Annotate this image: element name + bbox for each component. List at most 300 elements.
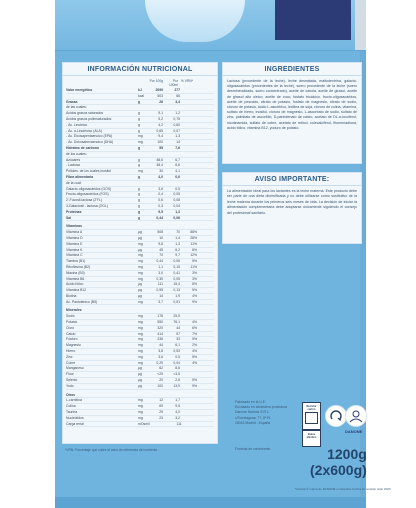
- value-per-100ml: 6,2: [175, 247, 180, 252]
- value-per-100ml: 7,6: [175, 145, 180, 150]
- value-per-100ml: 66: [176, 93, 180, 98]
- nutrient-label: Galacto-oligosacáridos (GOS): [66, 186, 112, 191]
- value-vrn: 4%: [192, 320, 197, 325]
- value-per-100ml: 70: [176, 230, 180, 235]
- value-per-100g: 0,35: [156, 276, 163, 281]
- recycle-arrows-icon: [326, 406, 346, 426]
- value-per-100g: 69: [159, 404, 163, 409]
- nutrient-label: Minerales: [66, 308, 82, 313]
- nutrient-label: de las cuales:: [66, 105, 87, 110]
- notice-panel: [222, 172, 362, 244]
- nutrient-label: Ácidos grasos poliinsaturados:: [66, 116, 112, 121]
- value-vrn: 11%: [190, 241, 197, 246]
- value-per-100g: 236: [157, 337, 163, 342]
- value-per-100ml: 1,3: [175, 241, 180, 246]
- nutrient-unit: mg: [138, 314, 143, 319]
- nutrient-label: Hierro: [66, 349, 76, 354]
- value-vrn: [182, 216, 199, 221]
- nutrient-unit: g: [138, 111, 140, 116]
- nutrient-unit: mg: [138, 343, 143, 348]
- value-vrn: [182, 88, 199, 93]
- value-per-100g: 9,5: [158, 209, 163, 214]
- nutrition-rows: [63, 88, 217, 427]
- value-per-100ml: 6,6: [175, 163, 180, 168]
- nutrient-unit: mg: [138, 398, 143, 403]
- nutrient-unit: mg: [138, 241, 143, 246]
- value-per-100ml: [165, 308, 182, 313]
- value-per-100g: 0,6: [158, 198, 163, 203]
- nutrient-unit: g: [138, 122, 140, 127]
- nutrient-label: Potasio: [66, 320, 78, 325]
- notice-text: La alimentación ideal para los lactantes es la leche materna. Este producto debe ser parte de una dieta diversificada y no debe utilizarse como sustitutivo de la leche materna durante los primeros seis meses de vida. La decisión de iniciar la alimentación complementaria debe adoptarse únicamente siguiendo el consejo del profesional sanitario.: [227, 189, 357, 215]
- value-per-100ml: 0,06: [173, 259, 180, 264]
- value-vrn: [182, 123, 199, 128]
- nutrient-label: Nucleótidos: [66, 415, 84, 420]
- nutrient-unit: g: [138, 157, 140, 162]
- value-vrn: 9%: [192, 383, 197, 388]
- value-vrn: [182, 152, 199, 157]
- value-vrn: 8%: [192, 247, 197, 252]
- value-per-100g: 14: [159, 293, 163, 298]
- nutrient-unit: g: [138, 99, 141, 104]
- nutrient-unit: g: [138, 215, 141, 220]
- value-per-100g: 70: [159, 253, 163, 258]
- value-per-100ml: 13,9: [173, 383, 180, 388]
- nutrient-unit: mg: [138, 270, 143, 275]
- value-per-100g: 48,4: [156, 163, 163, 168]
- nutrient-label: Vitaminas: [66, 224, 82, 229]
- value-vrn: 4%: [192, 349, 197, 354]
- value-vrn: 5%: [192, 354, 197, 359]
- value-vrn: [182, 187, 199, 192]
- value-vrn: 4%: [192, 360, 197, 365]
- package-face: [55, 0, 391, 508]
- value-per-100g: 3,8: [158, 349, 163, 354]
- value-per-100ml: 9,7: [175, 253, 180, 258]
- value-per-100ml: 0,15: [173, 264, 180, 269]
- value-per-100ml: 76,1: [173, 320, 180, 325]
- value-per-100ml: 0,5: [175, 186, 180, 191]
- nutrient-label: Calcio: [66, 331, 76, 336]
- nutrient-unit: mg: [138, 299, 143, 304]
- value-per-100ml: 0,13: [173, 288, 180, 293]
- nutrient-unit: mg: [138, 325, 143, 330]
- nutrient-label: Taurina: [66, 410, 78, 415]
- value-vrn: 3%: [192, 270, 197, 275]
- value-vrn: 8%: [192, 282, 197, 287]
- value-vrn: [182, 146, 199, 151]
- value-per-100g: 3,7: [158, 299, 163, 304]
- value-vrn: [182, 366, 199, 371]
- value-per-100ml: 1,4: [175, 235, 180, 240]
- nutrient-label: - Ác. α-Linolénico (ALA): [66, 128, 102, 133]
- nutrient-unit: mOsm/l: [138, 421, 150, 426]
- box-icon: [305, 412, 318, 424]
- net-weight-split: (2x600g): [310, 462, 367, 478]
- value-per-100g: 62: [159, 366, 163, 371]
- value-per-100g: 29: [159, 410, 163, 415]
- nutrient-label: Fibra alimentaria: [66, 174, 94, 179]
- value-per-100g: 550: [157, 320, 163, 325]
- value-per-100g: 4,2: [158, 122, 163, 127]
- nutrient-unit: mg: [138, 169, 143, 174]
- value-per-100ml: 0,05: [173, 276, 180, 281]
- value-per-100ml: 6,1: [175, 343, 180, 348]
- nutrient-label: Niacina (B3): [66, 270, 85, 275]
- value-vrn: 12%: [190, 253, 197, 258]
- value-per-100ml: 0,06: [173, 215, 180, 220]
- value-vrn: [182, 105, 199, 110]
- nutrient-label: Vitamina C: [66, 253, 83, 258]
- logo-graphic: [145, 0, 245, 42]
- value-per-100g: 0,4: [158, 192, 163, 197]
- nutrient-unit: [138, 308, 148, 313]
- value-vrn: [182, 416, 199, 421]
- mother-child-icon: [346, 406, 366, 426]
- value-per-100g: 0,65: [156, 128, 163, 133]
- nutrient-unit: [138, 152, 148, 157]
- nutrient-label: Vitamina K: [66, 247, 83, 252]
- value-per-100g: 48,6: [156, 157, 163, 162]
- origin-line: Danone Nutricia S.R.L.: [235, 410, 270, 415]
- nutrient-unit: mg: [138, 349, 143, 354]
- origin-line: Envasado en atmósfera protectora: [235, 405, 288, 410]
- value-per-100ml: 33: [176, 337, 180, 342]
- nutrient-unit: g: [138, 203, 140, 208]
- nutrient-label: Biotina: [66, 293, 77, 298]
- nutrient-label: Fructo-oligosacáridos (FOS): [66, 192, 109, 197]
- value-per-100ml: 1,3: [175, 209, 180, 214]
- value-per-100g: 1,1: [158, 264, 163, 269]
- value-per-100g: [150, 422, 167, 427]
- value-vrn: [182, 163, 199, 168]
- value-per-100g: 10: [159, 235, 163, 240]
- value-vrn: [182, 224, 199, 229]
- value-per-100g: 26: [159, 99, 163, 104]
- value-vrn: [182, 158, 199, 163]
- value-per-100g: 5,2: [158, 116, 163, 121]
- recycle-badge-bag: [302, 430, 321, 447]
- value-vrn: [182, 410, 199, 415]
- side-flap: [355, 0, 366, 50]
- value-per-100g: 3,0: [158, 270, 163, 275]
- value-per-100g: 508: [157, 230, 163, 235]
- value-per-100ml: [165, 224, 182, 229]
- value-per-100g: 320: [157, 325, 163, 330]
- nutrient-unit: [138, 224, 148, 229]
- value-per-100ml: 277: [174, 88, 180, 92]
- value-vrn: 3%: [192, 276, 197, 281]
- value-per-100ml: 0,53: [173, 349, 180, 354]
- value-per-100ml: 57: [176, 331, 180, 336]
- nutrient-unit: mg: [138, 337, 143, 342]
- value-per-100g: 30: [159, 169, 163, 174]
- value-vrn: [182, 314, 199, 319]
- nutrition-footnote: *VRN: Porcentaje que cubre el valor de referencia del nutriente: [65, 448, 158, 452]
- nutrient-label: Flúor: [66, 372, 74, 377]
- value-vrn: 5%: [192, 378, 197, 383]
- nutrient-label: Zinc: [66, 354, 73, 359]
- bottom-strip: [55, 497, 366, 508]
- value-per-100ml: [165, 181, 182, 186]
- nutrient-unit: g: [138, 198, 140, 203]
- nutrient-unit: µg: [138, 282, 142, 287]
- value-per-100g: 9,8: [158, 241, 163, 246]
- nutrient-label: Valor energético: [66, 88, 93, 92]
- notice-title: AVISO IMPORTANTE:: [223, 173, 361, 186]
- nutrient-label: Magnesio: [66, 343, 81, 348]
- nutrient-label: Vitamina A: [66, 230, 83, 235]
- value-per-100ml: 2,8: [175, 378, 180, 383]
- value-per-100g: 100: [157, 383, 163, 388]
- nutrient-unit: mg: [138, 410, 143, 415]
- nutrient-unit: g: [138, 116, 140, 121]
- nutrient-label: Ác. Pantoténico (B5): [66, 299, 98, 304]
- nutrient-unit: mg: [138, 140, 143, 145]
- nutrient-label: Riboflavina (B2): [66, 264, 91, 269]
- value-per-100g: 0,29: [156, 360, 163, 365]
- value-per-100ml: 1,2: [175, 111, 180, 116]
- nutrient-label: L-carnitina: [66, 398, 82, 403]
- value-per-100g: 55: [159, 145, 163, 150]
- value-vrn: [182, 198, 199, 203]
- nutrient-label: 3-Galactosil - lactosa (3'GL): [66, 203, 108, 208]
- value-vrn: [182, 181, 199, 186]
- nutrient-label: Ácidos grasos saturados: [66, 111, 104, 116]
- nutrient-label: de los cuales:: [66, 151, 87, 156]
- nutrient-unit: µg: [138, 372, 142, 377]
- value-per-100g: 3,6: [158, 354, 163, 359]
- nutrient-label: Ácido fólico: [66, 282, 84, 287]
- value-per-100g: 45: [159, 247, 163, 252]
- nutrient-unit: mg: [138, 253, 143, 258]
- nutrient-label: Vitamina B6: [66, 276, 85, 281]
- value-vrn: 6%: [192, 325, 197, 330]
- value-per-100g: 2099: [155, 88, 163, 92]
- value-per-100g: 23: [159, 415, 163, 420]
- ingredients-panel: [222, 62, 362, 164]
- value-vrn: 88%: [190, 230, 197, 235]
- nutrient-label: Sal: [66, 215, 72, 220]
- nutrient-label: Cobre: [66, 360, 76, 365]
- value-per-100ml: [165, 105, 182, 110]
- value-vrn: 5%: [192, 259, 197, 264]
- value-vrn: 5%: [192, 337, 197, 342]
- value-per-100ml: 0,07: [173, 128, 180, 133]
- value-vrn: [182, 134, 199, 139]
- nutrient-unit: µg: [138, 383, 142, 388]
- value-per-100ml: 0,6: [175, 174, 180, 179]
- nutrient-unit: g: [138, 192, 140, 197]
- nutrient-unit: g: [138, 145, 141, 150]
- value-vrn: 4%: [192, 293, 197, 298]
- value-per-100g: 0,95: [156, 288, 163, 293]
- value-per-100g: 4,0: [158, 174, 163, 179]
- nutrient-unit: µg: [138, 230, 142, 235]
- nutrient-label: Sodio: [66, 314, 75, 319]
- value-per-100ml: 3,4: [175, 99, 180, 104]
- legal-footnote: *Almirón® marca de DANONE en España. Fecha de revisión Julio 2020: [295, 487, 391, 491]
- value-per-100ml: 0,5: [175, 354, 180, 359]
- net-weight-total: 1200g: [327, 446, 367, 462]
- value-per-100g: 111: [157, 282, 163, 287]
- value-vrn: [182, 204, 199, 209]
- value-vrn: 5%: [192, 288, 197, 293]
- value-per-100g: 414: [157, 331, 163, 336]
- value-per-100ml: 0,04: [173, 203, 180, 208]
- value-per-100g: 0,44: [156, 215, 163, 220]
- origin-line: Fabricado en la U.E.: [235, 400, 266, 404]
- nutrient-unit: kJ: [138, 88, 142, 92]
- value-per-100g: <25: [157, 372, 163, 377]
- value-vrn: [182, 169, 199, 174]
- value-per-100ml: 6,7: [175, 157, 180, 162]
- brand-logo: DANONE: [345, 429, 363, 434]
- value-vrn: [182, 117, 199, 122]
- nutrient-label: Tiamina (B1): [66, 259, 86, 264]
- nutrient-unit: [138, 181, 148, 186]
- value-per-100ml: 4,0: [175, 410, 180, 415]
- value-vrn: 2%: [192, 343, 197, 348]
- value-per-100g: 9,1: [158, 111, 163, 116]
- nutrient-label: Fósforo: [66, 337, 78, 342]
- nutrient-unit: µg: [138, 378, 142, 383]
- value-vrn: [182, 192, 199, 197]
- recycle-icon: [325, 405, 347, 427]
- value-per-100g: 100: [157, 140, 163, 145]
- value-per-100g: [148, 105, 165, 110]
- nutrient-unit: g: [138, 209, 141, 214]
- value-per-100ml: 0,51: [173, 299, 180, 304]
- nutrient-unit: mg: [138, 415, 143, 420]
- value-per-100ml: 3,2: [175, 415, 180, 420]
- value-vrn: [182, 100, 199, 105]
- value-vrn: [182, 94, 199, 99]
- nutrient-label: Grasas: [66, 99, 78, 104]
- nutrient-label: Polioles: de los cuales inositol: [66, 169, 112, 174]
- nutrient-unit: µg: [138, 293, 142, 298]
- value-vrn: [182, 404, 199, 409]
- nutrient-unit: mg: [138, 276, 143, 281]
- value-per-100g: 3,6: [158, 186, 163, 191]
- nutrient-unit: mg: [138, 331, 143, 336]
- value-per-100g: 503: [157, 93, 163, 98]
- brand-circle-icon: [345, 405, 367, 427]
- recycle-label: Bolsa plástico: [306, 433, 317, 439]
- nutrient-unit: µg: [138, 288, 142, 293]
- value-per-100g: [148, 393, 165, 398]
- value-per-100ml: 0,05: [173, 192, 180, 197]
- nutrient-label: Vitamina D: [66, 235, 83, 240]
- value-per-100ml: 0,04: [173, 360, 180, 365]
- value-per-100ml: 14: [176, 140, 180, 145]
- value-per-100g: 178: [157, 314, 163, 319]
- nutrition-title: INFORMACIÓN NUTRICIONAL: [63, 63, 217, 76]
- nutrition-header: Por 100g Por 100ml % VRN*: [149, 79, 193, 87]
- nutrition-panel: [62, 62, 218, 444]
- value-per-100ml: 0,75: [173, 116, 180, 121]
- nutrient-unit: mg: [138, 259, 143, 264]
- value-vrn: [182, 210, 199, 215]
- nutrient-label: 2'-Fucosil-lactosa (2'FL): [66, 198, 102, 203]
- value-per-100ml: 1,7: [175, 398, 180, 403]
- value-per-100g: 0,3: [158, 203, 163, 208]
- value-vrn: [182, 398, 199, 403]
- value-per-100ml: [165, 152, 182, 157]
- value-per-100ml: 4,1: [175, 169, 180, 174]
- nutrient-label: Selenio: [66, 378, 78, 383]
- value-per-100g: 0,44: [156, 259, 163, 264]
- value-per-100ml: 0,08: [173, 198, 180, 203]
- nutrient-unit: g: [138, 174, 141, 179]
- value-per-100ml: 1,9: [175, 293, 180, 298]
- value-vrn: 11%: [190, 264, 197, 269]
- nutrient-label: Hidratos de carbono: [66, 145, 99, 150]
- formula-label: Fórmula de crecimiento: [235, 447, 271, 451]
- nutrient-label: Cloro: [66, 325, 75, 330]
- nutrient-unit: µg: [138, 366, 142, 371]
- value-vrn: 9%: [192, 299, 197, 304]
- value-per-100g: 44: [159, 343, 163, 348]
- value-per-100ml: 9,5: [175, 404, 180, 409]
- nutrient-unit: mg: [138, 134, 143, 139]
- value-vrn: [182, 111, 199, 116]
- nutrient-label: - Ác. Docosahexaenoico (DHA): [66, 140, 114, 145]
- nutrient-label: - Lactosa: [66, 163, 80, 168]
- value-per-100ml: <3,5: [173, 372, 180, 377]
- value-per-100g: [148, 152, 165, 157]
- nutrient-label: Proteínas: [66, 209, 82, 214]
- nutrient-unit: g: [138, 163, 140, 168]
- value-per-100ml: 0,60: [173, 122, 180, 127]
- nutrient-unit: [138, 393, 148, 398]
- value-vrn: [182, 129, 199, 134]
- nutrient-label: Vitamina E: [66, 241, 83, 246]
- value-vrn: [184, 422, 201, 427]
- value-per-100ml: 8,6: [175, 366, 180, 371]
- value-vrn: [182, 140, 199, 145]
- nutrient-unit: g: [138, 128, 140, 133]
- nutrient-label: Manganeso: [66, 366, 84, 371]
- nutrient-label: Otros: [66, 392, 76, 397]
- nutrient-label: Azúcares: [66, 157, 81, 162]
- top-strip: [55, 0, 366, 51]
- nutrient-label: - Ác. Linoleico: [66, 122, 88, 127]
- nutrient-unit: mg: [138, 404, 143, 409]
- recycle-badge-carton: [302, 402, 321, 430]
- nutrient-unit: mg: [138, 264, 143, 269]
- nutrient-unit: µg: [138, 247, 142, 252]
- nutrient-label: Colina: [66, 404, 76, 409]
- nutrient-unit: µg: [138, 235, 142, 240]
- nutrient-label: Yodo: [66, 383, 74, 388]
- nutrient-unit: kcal: [138, 93, 145, 98]
- navy-block: [275, 0, 351, 40]
- value-per-100g: [148, 308, 165, 313]
- value-per-100ml: 44: [176, 325, 180, 330]
- value-vrn: 7%: [192, 331, 197, 336]
- value-per-100g: [148, 181, 165, 186]
- nutrient-label: Vitamina B12: [66, 288, 87, 293]
- value-per-100g: 20: [159, 378, 163, 383]
- nutrient-unit: mg: [138, 354, 143, 359]
- nutrition-row: [66, 422, 214, 428]
- value-vrn: [182, 372, 199, 377]
- value-vrn: [182, 175, 199, 180]
- recycle-label: Reciclar cartón: [306, 405, 317, 411]
- nutrient-unit: [138, 105, 148, 110]
- value-per-100g: 12: [159, 398, 163, 403]
